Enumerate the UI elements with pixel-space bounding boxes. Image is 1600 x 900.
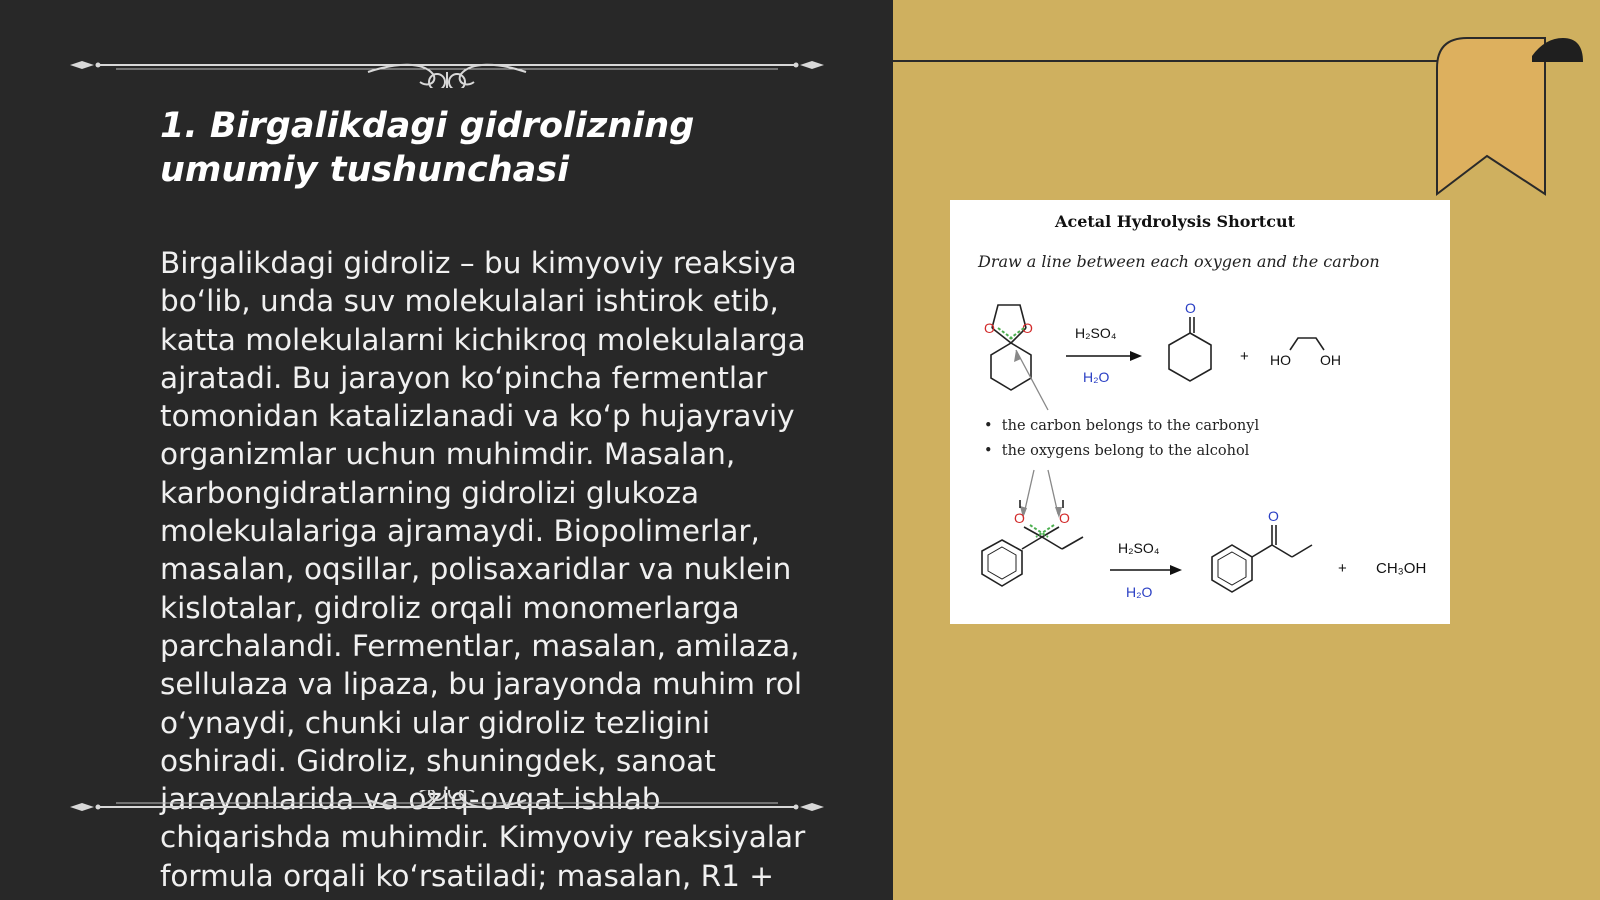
figure-subtitle: Draw a line between each oxygen and the carbon xyxy=(978,252,1380,271)
ornament-divider-bottom xyxy=(68,790,826,830)
header-rule xyxy=(893,60,1438,62)
reagent-h2so4: H₂SO₄ xyxy=(1075,325,1117,341)
acetophenone xyxy=(1212,525,1312,592)
oxygen-label: O xyxy=(1014,510,1025,526)
ethylene-glycol xyxy=(1290,338,1324,350)
reaction-diagram xyxy=(950,200,1450,624)
bullet-text: the carbon belongs to the carbonyl xyxy=(1001,418,1260,434)
cyclohexanone xyxy=(1169,317,1211,381)
cyclohexanone-acetal xyxy=(991,305,1031,390)
figure-bullet: • the oxygens belong to the alcohol xyxy=(984,443,1250,459)
reagent-h2o: H₂O xyxy=(1126,584,1153,600)
bullet-text: the oxygens belong to the alcohol xyxy=(1001,443,1250,459)
reagent-h2o: H₂O xyxy=(1083,369,1110,385)
oxygen-label: O xyxy=(1059,510,1070,526)
ho-label: HO xyxy=(1270,352,1291,368)
slide-body-text: Birgalikdagi gidroliz – bu kimyoviy reaksiya bo‘lib, unda suv molekulalari ishtirok etib, katta molekulalarni kichikroq molekulalarga ajratadi. Bu jarayon ko‘pincha fermentlar tomonidan katalizlanadi va ko‘p hujayraviy organizmlar uchun muhimdir. Masalan, karbongidratlarning gidrolizi glukoza molekulalariga ajramaydi. Biopolimerlar, masalan, oqsillar, polisaxaridlar va nuklein kislotalar, gidroliz orqali monomerlarga parchalandi. Fermentlar, masalan, amilaza, sellulaza va lipaza, bu jarayonda muhim rol o‘ynaydi, chunki ular gidroliz tezligini oshiradi. Gidroliz, shuningdek, sanoat jarayonlarida va oziq-ovqat ishlab chiqarishda muhimdir. Kimyoviy reaksiyalar formula orqali ko‘rsatiladi; masalan, R1 + xyxy=(160,246,806,893)
plus-sign: + xyxy=(1240,348,1249,365)
ornament-divider-top xyxy=(68,48,826,88)
pointer-arrow xyxy=(1024,470,1034,514)
oxygen-label: O xyxy=(984,320,995,336)
figure-title: Acetal Hydrolysis Shortcut xyxy=(1055,212,1295,231)
oxygen-label: O xyxy=(1185,300,1196,316)
plus-sign: + xyxy=(1338,560,1347,577)
bookmark-ribbon-icon xyxy=(1435,36,1585,201)
acetal-hydrolysis-figure xyxy=(950,200,1450,624)
figure-bullet: • the carbon belongs to the carbonyl xyxy=(984,418,1260,434)
oh-label: OH xyxy=(1320,352,1341,368)
oxygen-label: O xyxy=(1022,320,1033,336)
slide-title: 1. Birgalikdagi gidrolizning umumiy tushunchasi xyxy=(160,106,695,190)
oxygen-label: O xyxy=(1268,508,1279,524)
reagent-h2so4: H₂SO₄ xyxy=(1118,540,1160,556)
methanol-label: CH₃OH xyxy=(1376,560,1427,577)
